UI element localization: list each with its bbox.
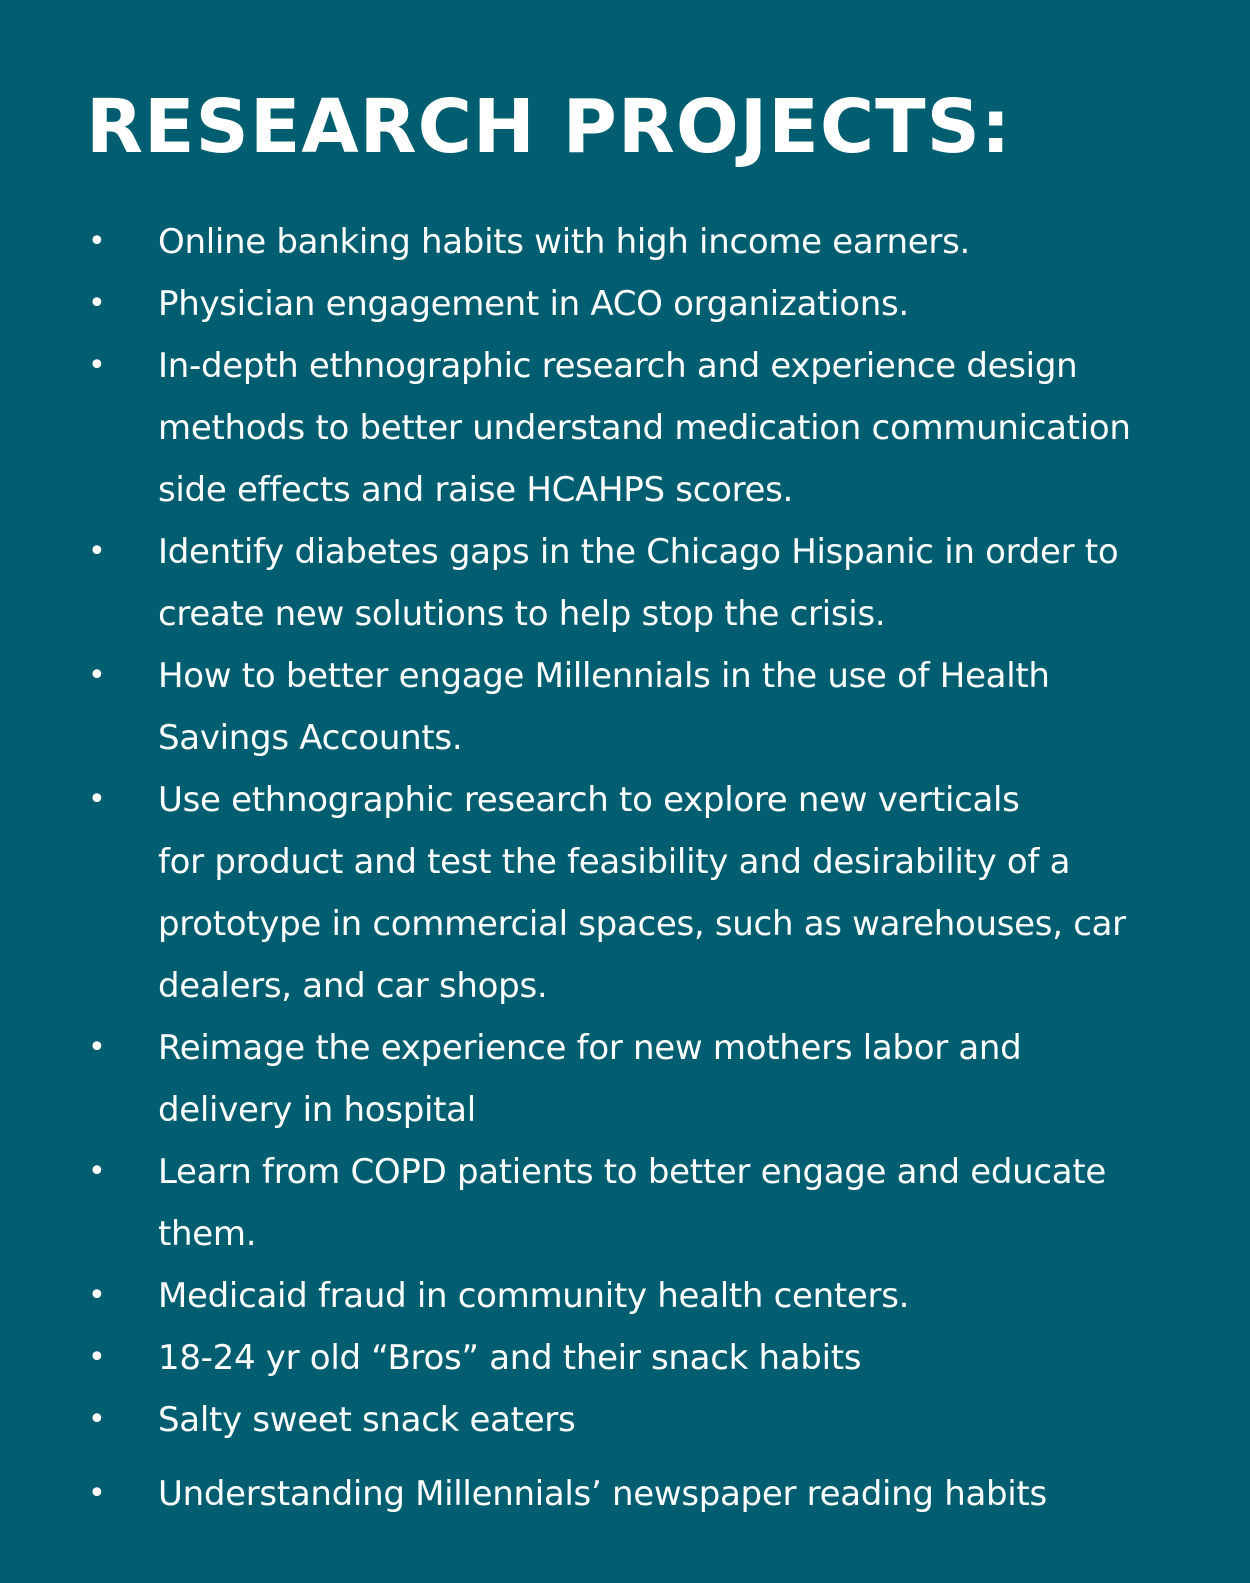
list-item-line: Understanding Millennials’ newspaper reading habits <box>158 1474 1047 1514</box>
list-item-line: prototype in commercial spaces, such as warehouses, car <box>158 904 1126 944</box>
list-item-line: Learn from COPD patients to better engage and educate <box>158 1152 1106 1192</box>
list-item-text <box>158 1017 1148 1141</box>
list-item-line: Savings Accounts. <box>158 718 463 758</box>
bullet-icon: • <box>88 1030 106 1065</box>
list-item-line: for product and test the feasibility and desirability of a <box>158 842 1071 882</box>
bullet-icon: • <box>88 1278 106 1313</box>
bullet-icon: • <box>88 658 106 693</box>
bullet-icon: • <box>88 1154 106 1189</box>
bullet-icon: • <box>88 1476 106 1511</box>
list-item-text <box>158 1265 1148 1327</box>
bullet-icon: • <box>88 286 106 321</box>
bullet-icon: • <box>88 534 106 569</box>
list-item-line: In-depth ethnographic research and experience design <box>158 346 1078 386</box>
list-item-text <box>158 1327 1148 1389</box>
list-item-line: Reimage the experience for new mothers labor and <box>158 1028 1022 1068</box>
list-item-line: side effects and raise HCAHPS scores. <box>158 470 794 510</box>
list-item-line: How to better engage Millennials in the use of Health <box>158 656 1050 696</box>
bullet-icon: • <box>88 224 106 259</box>
list-item-line: Salty sweet snack eaters <box>158 1400 576 1440</box>
list-item-line: them. <box>158 1214 257 1254</box>
page-title: RESEARCH PROJECTS: <box>86 84 1012 170</box>
list-item-line: 18-24 yr old “Bros” and their snack habits <box>158 1338 862 1378</box>
list-item-line: Use ethnographic research to explore new verticals <box>158 780 1020 820</box>
list-item-line: Medicaid fraud in community health centers. <box>158 1276 910 1316</box>
list-item-line: create new solutions to help stop the crisis. <box>158 594 886 634</box>
list-item-text <box>158 645 1148 769</box>
list-item-line: Physician engagement in ACO organizations. <box>158 284 909 324</box>
list-item-line: Identify diabetes gaps in the Chicago Hispanic in order to <box>158 532 1119 572</box>
list-item-line: delivery in hospital <box>158 1090 476 1130</box>
bullet-icon: • <box>88 1402 106 1437</box>
bullet-icon: • <box>88 348 106 383</box>
bullet-icon: • <box>88 1340 106 1375</box>
list-item-text <box>158 211 1148 273</box>
list-item-text <box>158 521 1148 645</box>
list-item-text <box>158 273 1148 335</box>
list-item-line: methods to better understand medication communication <box>158 408 1131 448</box>
list-item-line: dealers, and car shops. <box>158 966 548 1006</box>
list-item-line: Online banking habits with high income earners. <box>158 222 970 262</box>
list-item-text <box>158 335 1148 521</box>
list-item-text <box>158 1389 1148 1451</box>
list-item-text <box>158 769 1148 1017</box>
list-item-text <box>158 1141 1148 1265</box>
bullet-icon: • <box>88 782 106 817</box>
list-item-text <box>158 1463 1148 1525</box>
